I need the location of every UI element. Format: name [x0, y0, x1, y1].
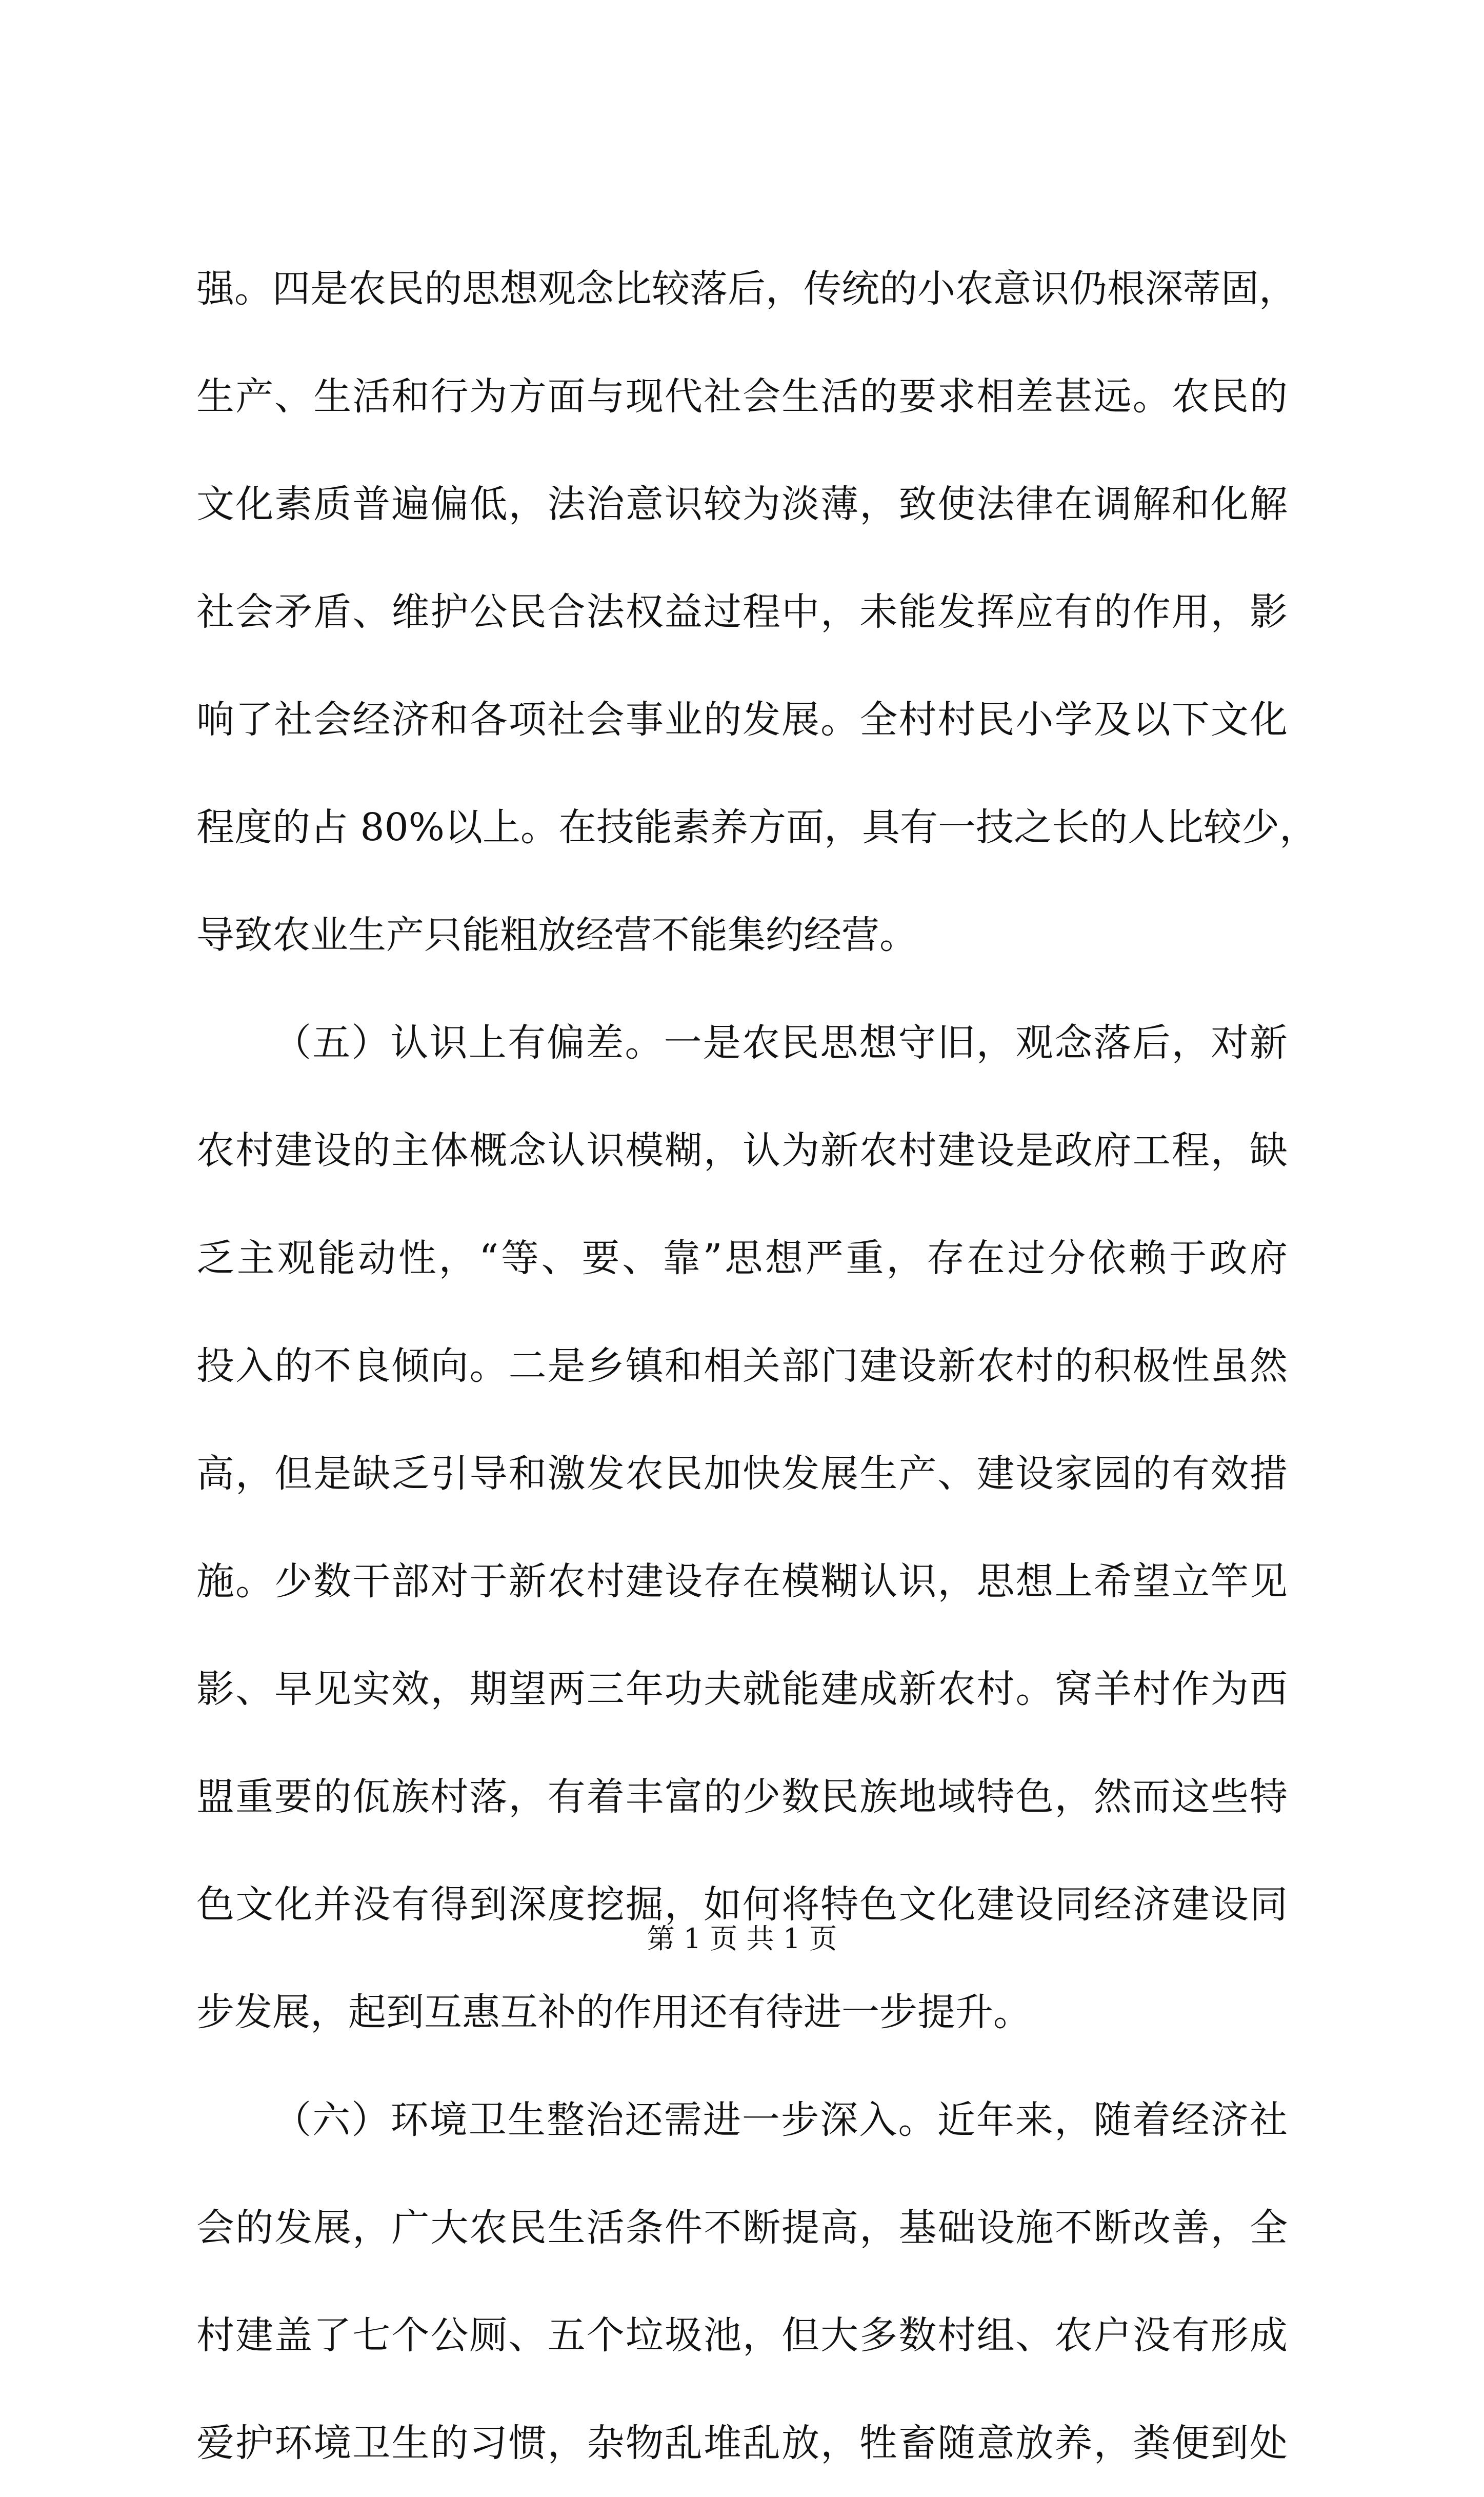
text-line: 文化素质普遍偏低，法治意识较为淡薄，致使法律在调解和化解 — [196, 482, 1288, 526]
text-line: 爱护环境卫生的习惯，杂物乱堆乱放，牲畜随意放养，粪便到处 — [196, 2421, 1288, 2465]
text-line: 盟重要的佤族村落，有着丰富的少数民族地域特色，然而这些特 — [196, 1775, 1288, 1819]
text-line: 导致农业生产只能粗放经营不能集约经营。 — [196, 913, 917, 957]
text-line: 社会矛盾、维护公民合法权益过程中，未能发挥应有的作用，影 — [196, 590, 1288, 634]
text-line: 高，但是缺乏引导和激发农民加快发展生产、建设家园的有效措 — [196, 1452, 1288, 1496]
text-line: 施。少数干部对于新农村建设存在模糊认识，思想上希望立竿见 — [196, 1559, 1288, 1603]
text-line: 步发展，起到互惠互补的作用还有待进一步提升。 — [196, 1990, 1031, 2034]
text-line: 投入的不良倾向。二是乡镇和相关部门建设新农村的积极性虽然 — [196, 1344, 1288, 1388]
page-number-footer: 第 1 页 共 1 页 — [647, 1923, 837, 1955]
text-line: 乏主观能动性，“等、要、靠”思想严重，存在过分依赖于政府 — [196, 1236, 1288, 1280]
paragraph-heading-line: （六）环境卫生整治还需进一步深入。近年来，随着经济社 — [273, 2098, 1288, 2142]
text-line: 会的发展，广大农民生活条件不断提高，基础设施不断改善，全 — [196, 2206, 1288, 2250]
text-line: 村建盖了七个公厕、五个垃圾池，但大多数村组、农户没有形成 — [196, 2313, 1288, 2357]
text-line: 色文化并没有得到深度挖掘，如何将特色文化建设同经济建设同 — [196, 1882, 1288, 1927]
text-line: 农村建设的主体概念认识模糊，认为新农村建设是政府工程，缺 — [196, 1128, 1288, 1173]
text-line: 影、早见实效，期望两三年功夫就能建成新农村。窝羊村作为西 — [196, 1667, 1288, 1711]
document-body — [196, 235, 1317, 2497]
paragraph-heading-line: （五）认识上有偏差。一是农民思想守旧，观念落后，对新 — [273, 1021, 1288, 1065]
text-line: 强。四是农民的思想观念比较落后，传统的小农意识仍根深蒂固， — [196, 267, 1297, 311]
text-line: 生产、生活和行为方面与现代社会生活的要求相差甚远。农民的 — [196, 374, 1288, 419]
text-line: 响了社会经济和各项社会事业的发展。全村村民小学及以下文化 — [196, 698, 1288, 742]
text-line: 程度的占 80%以上。在技能素养方面，具有一技之长的人比较少， — [196, 805, 1317, 849]
